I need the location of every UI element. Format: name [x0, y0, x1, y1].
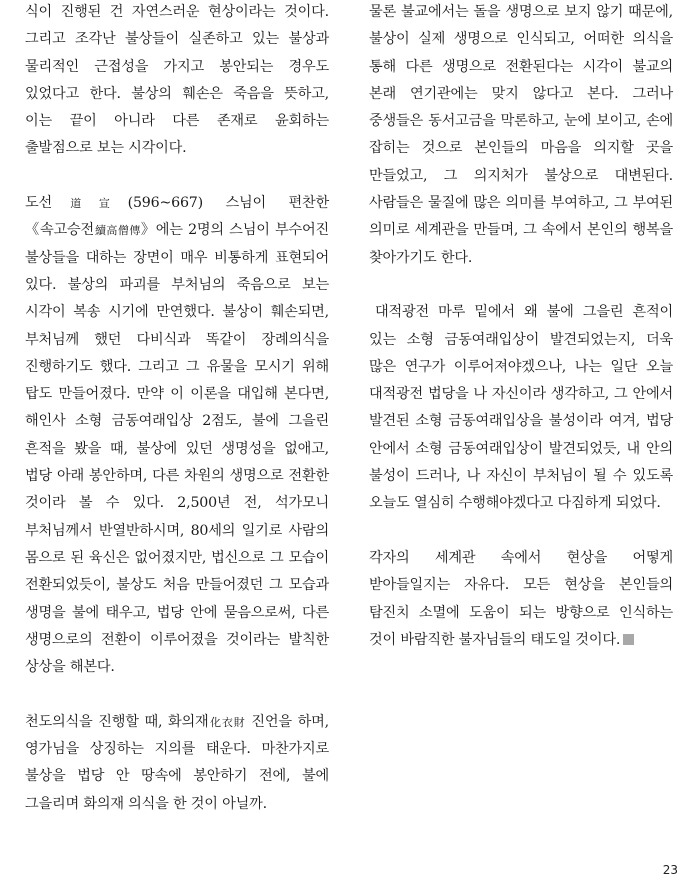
right-column [369, 0, 673, 654]
text-run: 》에는 2명의 스님이 부수어진 불상들을 대하는 장면이 매우 비통하게 표현되어 있다. 불상의 파괴를 부처님의 죽음으로 보는 시각이 복송 시기에 만연했다. 불상이 훼손되면, 부처님께 했던 다비식과 똑같이 장례의식을 진행하기도 했다. 그리고 그 유물을 모시기 위해 탑도 만들어졌다. 만약 이 이론을 대입해 본다면, 해인사 소형 금동여래입상 2점도, 불에 그을린 흔적을 봤을 때, 불상에 있던 생명성을 없애고, 법당 아래 봉안하며, 다른 차원의 생명으로 전환한 것이라 볼 수 있다. 2,500년 전, 석가모니 부처님께서 반열반하시며, 80세의 일기로 사람의 몸으로 된 육신은 없어졌지만, 법신으로 그 모습이 전환되었듯이, 불상도 처음 만들어졌던 그 모습과 생명을 불에 태우고, 법당 안에 묻음으로써, 다른 생명으로의 전환이 이루어졌을 것이라는 발칙한 상상을 해본다. [25, 222, 329, 676]
left-column [25, 0, 329, 818]
paragraph-gap [369, 518, 673, 545]
text-run: 천도의식을 진행할 때, 화의재 [25, 713, 209, 730]
paragraph-gap [25, 163, 329, 190]
hanja-annotation: 化衣財 [208, 715, 246, 729]
left-paragraph-3 [25, 709, 329, 818]
left-paragraph-2 [25, 190, 329, 681]
right-paragraph-2: 대적광전 마루 밑에서 왜 불에 그을린 흔적이 있는 소형 금동여래입상이 발견되었는지, 더욱 많은 연구가 이루어져야겠으나, 나는 일단 오늘 대적광전 법당을 나 자신이라 생각하고, 그 안에서 발견된 소형 금동여래입상을 불성이라 여겨, 법당 안에서 소형 금동여래입상이 발견되었듯, 내 안의 불성이 드러나, 나 자신이 부처님이 될 수 있도록 오늘도 열심히 수행해야겠다고 다짐하게 되었다. [369, 304, 673, 512]
text-run: 각자의 세계관 속에서 현상을 어떻게 받아들일지는 자유다. 모든 현상을 본인들의 탐진치 소멸에 도움이 되는 방향으로 인식하는 것이 바람직한 불자님들의 태도일 것이다. [369, 549, 673, 648]
text-run: 도선 [25, 195, 53, 212]
left-paragraph-1: 식이 진행된 건 자연스러운 현상이라는 것이다. 그리고 조각난 불상들이 실존하고 있는 불상과 물리적인 근접성을 가지고 봉안되는 경우도 있었다고 한다. 불상의 훼손은 죽음을 뜻하고, 이는 끝이 아니라 다른 존재로 윤회하는 출발점으로 보는 시각이다. [25, 4, 329, 157]
right-paragraph-1: 물론 불교에서는 돌을 생명으로 보지 않기 때문에, 불상이 실제 생명으로 인식되고, 어떠한 의식을 통해 다른 생명으로 전환된다는 시각이 불교의 본래 연기관에는 맞지 않다고 본다. 그러나 중생들은 동서고금을 막론하고, 눈에 보이고, 손에 잡히는 것으로 본인들의 마음을 의지할 곳을 만들었고, 그 의지처가 불상으로 대변된다. 사람들은 물질에 많은 의미를 부여하고, 그 부여된 의미로 세계관을 만들며, 그 속에서 본인의 행복을 찾아가기도 한다. [369, 4, 673, 266]
hanja-annotation: 道宣 [52, 197, 128, 211]
end-of-article-mark [623, 634, 634, 645]
text-run: (596~667) 스님이 편찬한 《속고승전 [25, 195, 329, 239]
hanja-annotation: 續高僧傳 [93, 224, 141, 238]
page-number: 23 [662, 863, 678, 877]
text-run: 진언을 하며, 영가님을 상징하는 지의를 태운다. 마찬가지로 불상을 법당 안 땅속에 봉안하기 전에, 불에 그을리며 화의재 의식을 한 것이 아닐까. [25, 713, 329, 812]
right-paragraph-3 [369, 545, 673, 654]
paragraph-gap [369, 272, 673, 299]
paragraph-gap [25, 681, 329, 708]
